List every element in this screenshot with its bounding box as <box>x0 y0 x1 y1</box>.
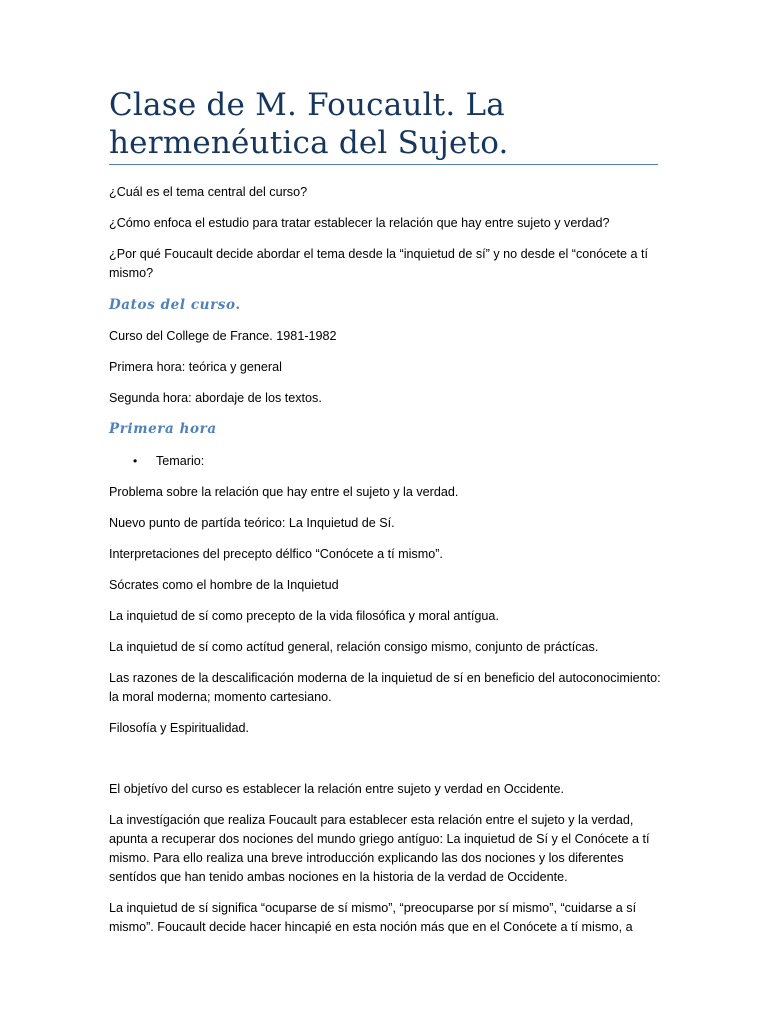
heading-primera-hora: Primera hora <box>109 421 217 437</box>
bullet-label: Temario: <box>156 454 205 468</box>
syllabus-item: Filosofía y Espiritualidad. <box>109 721 249 735</box>
syllabus-item: Problema sobre la relación que hay entre el sujeto y la verdad. <box>109 485 459 499</box>
body-paragraph: El objetívo del curso es establecer la relación entre sujeto y verdad en Occidente. <box>109 782 565 796</box>
body-paragraph: La inquietud de sí significa “ocuparse de sí mismo”, “preocuparse por sí mismo”, “cuidarse a sí mismo”. Foucault decide hacer hincapié en esta noción más que en el Conócete a tí mismo, a <box>109 901 637 934</box>
course-info-line: Curso del College de France. 1981-1982 <box>109 329 337 343</box>
syllabus-item: Las razones de la descalificación moderna de la inquietud de sí en beneficio del autoconocimiento: la moral moderna; momento cartesiano. <box>109 671 661 704</box>
course-info-line: Primera hora: teórica y general <box>109 360 282 374</box>
course-info-line: Segunda hora: abordaje de los textos. <box>109 391 322 405</box>
body-paragraph: La investígación que realiza Foucault para establecer esta relación entre el sujeto y la verdad, apunta a recuperar dos nociones del mundo griego antíguo: La inquietud de Sí y el Conócete a tí mismo. Para ello realiza una breve introducción explicando las dos nociones y los diferentes sentídos que han tenido ambas nociones en la historia de la verdad de Occidente. <box>109 813 650 884</box>
document-title: Clase de M. Foucault. La hermenéutica del Sujeto. <box>109 87 509 161</box>
syllabus-item: La inquietud de sí como precepto de la vida filosófica y moral antígua. <box>109 609 499 623</box>
question-why-foucault: ¿Por qué Foucault decide abordar el tema desde la “inquietud de sí” y no desde el “conócete a tí mismo? <box>109 247 649 280</box>
syllabus-item: Nuevo punto de partída teórico: La Inquietud de Sí. <box>109 516 395 530</box>
bullet-dot-icon: • <box>133 454 138 468</box>
syllabus-item: Sócrates como el hombre de la Inquietud <box>109 578 339 592</box>
heading-datos-del-curso: Datos del curso. <box>109 297 241 313</box>
syllabus-item: La inquietud de sí como actítud general, relación consigo mismo, conjunto de práctícas. <box>109 640 599 654</box>
syllabus-item: Interpretaciones del precepto délfico “Conócete a tí mismo”. <box>109 547 443 561</box>
question-approach: ¿Cómo enfoca el estudio para tratar establecer la relación que hay entre sujeto y verdad? <box>109 216 610 230</box>
title-underline <box>109 164 658 165</box>
question-central-theme: ¿Cuál es el tema central del curso? <box>109 185 308 199</box>
